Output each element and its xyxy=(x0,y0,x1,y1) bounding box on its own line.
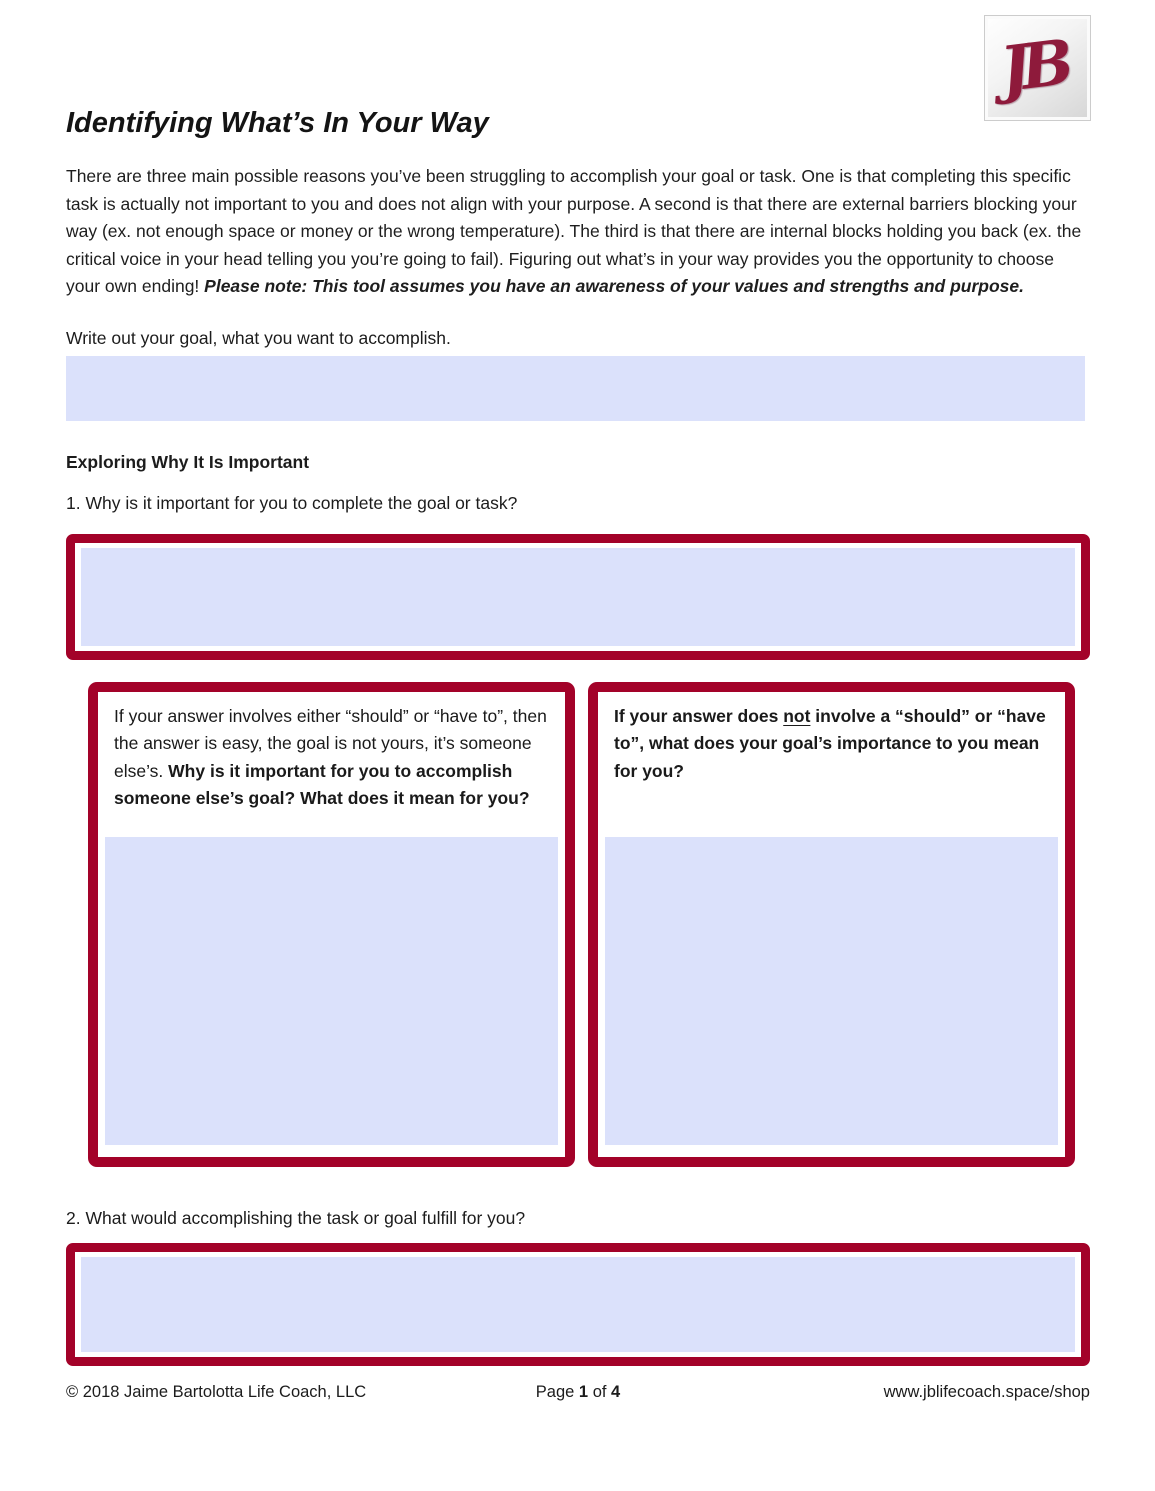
not-should-answer-field[interactable] xyxy=(605,837,1058,1145)
not-underlined-text: not xyxy=(783,705,811,726)
jb-monogram-icon: JB xyxy=(996,25,1069,106)
page-title: Identifying What’s In Your Way xyxy=(66,107,489,139)
not-should-guidance-box xyxy=(588,682,1075,1167)
not-should-post-text: involve a “should” or “have to”, what does your goal’s importance to you mean for you? xyxy=(614,705,1046,781)
should-guidance-normal-text: If your answer involves either “should” or “have to”, then the answer is easy, the goal is not yours, it’s someone else’s. xyxy=(114,705,547,781)
jb-logo xyxy=(984,15,1091,121)
not-should-guidance-text xyxy=(614,703,1056,837)
q2-answer-field[interactable] xyxy=(81,1257,1075,1352)
goal-prompt: Write out your goal, what you want to accomplish. xyxy=(66,327,451,348)
should-answer-field[interactable] xyxy=(105,837,558,1145)
page-word: Page xyxy=(535,1382,575,1401)
q2-answer-frame xyxy=(66,1243,1090,1366)
q1-answer-field[interactable] xyxy=(81,548,1075,646)
page-current: 1 xyxy=(578,1382,589,1401)
goal-answer-field[interactable] xyxy=(66,356,1085,421)
q1-answer-frame xyxy=(66,534,1090,660)
question-2-label: 2. What would accomplishing the task or goal fulfill for you? xyxy=(66,1207,526,1228)
intro-note-text: Please note: This tool assumes you have an awareness of your values and strengths and purpose. xyxy=(204,276,1024,297)
not-should-pre-text: If your answer does xyxy=(614,705,784,726)
intro-body-text: There are three main possible reasons you’ve been struggling to accomplish your goal or task. One is that completing this specific task is actually not important to you and does not align with your purpose. A second is that there are external barriers blocking your way (ex. not enough space or money or the wrong temperature). The third is that there are internal blocks holding you back (ex. the critical voice in your head telling you you’re going to fail). Figuring out what’s in your way provides you the opportunity to choose your own ending! xyxy=(66,166,1082,297)
section-heading: Exploring Why It Is Important xyxy=(66,451,310,472)
page-number xyxy=(536,1383,620,1402)
guidance-boxes-row xyxy=(88,682,1075,1167)
website-url: www.jblifecoach.space/shop xyxy=(883,1382,1090,1401)
of-word: of xyxy=(592,1382,607,1401)
page-total: 4 xyxy=(611,1382,621,1401)
should-guidance-bold-text: Why is it important for you to accomplish someone else’s goal? What does it mean for you? xyxy=(114,760,530,808)
copyright-text: © 2018 Jaime Bartolotta Life Coach, LLC xyxy=(66,1382,367,1401)
should-guidance-text xyxy=(114,703,556,837)
question-1-label: 1. Why is it important for you to complete the goal or task? xyxy=(66,492,518,513)
page-footer xyxy=(66,1383,1090,1402)
intro-paragraph xyxy=(66,163,1090,301)
should-guidance-box xyxy=(88,682,575,1167)
